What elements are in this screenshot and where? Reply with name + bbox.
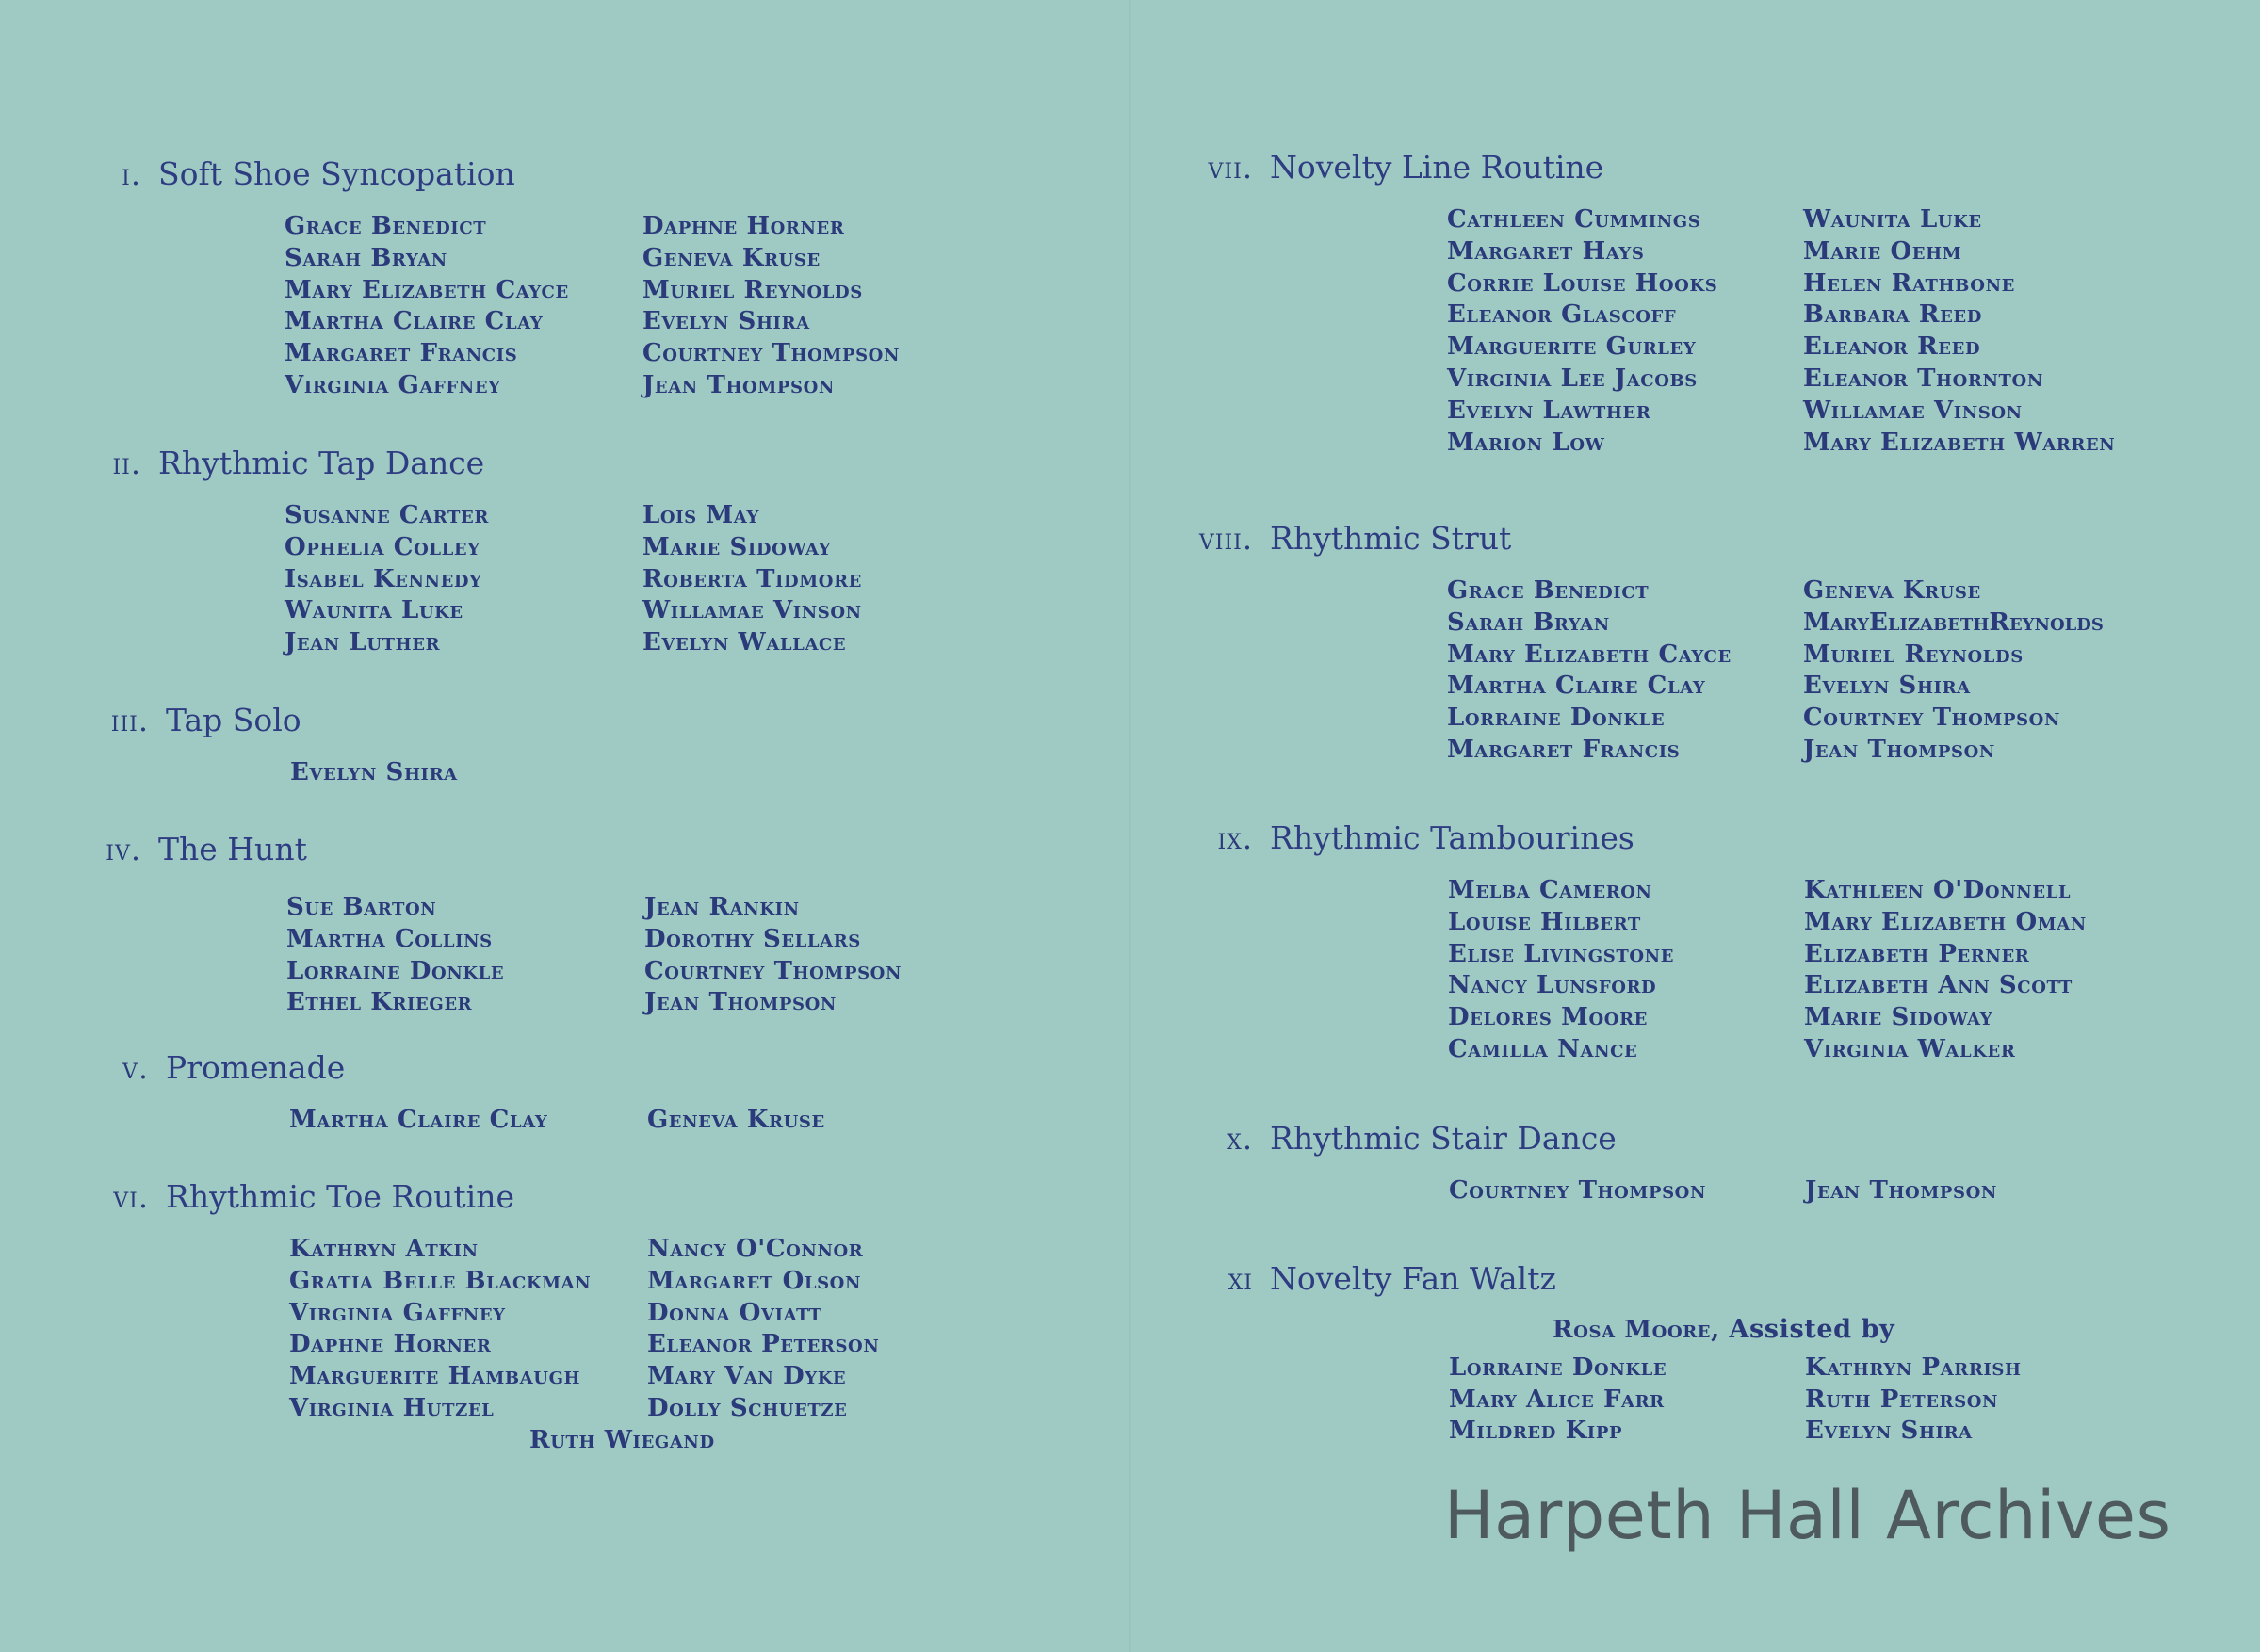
section-numeral: xi	[1228, 1261, 1253, 1297]
section-title: Rhythmic Stair Dance	[1270, 1120, 1617, 1157]
performer-name: Camilla Nance	[1448, 1034, 1638, 1063]
section-title: Soft Shoe Syncopation	[158, 155, 515, 192]
performer-name: Virginia Lee Jacobs	[1447, 364, 1698, 393]
names-column-2	[642, 211, 1000, 402]
performer-name: Louise Hilbert	[1448, 907, 1641, 936]
names-column-1	[289, 1234, 647, 1425]
performer-name: Mildred Kipp	[1449, 1417, 1623, 1446]
names-column-1	[1448, 875, 1804, 1066]
performer-name: Willamae Vinson	[642, 596, 862, 625]
performer-name: Marie Sidoway	[642, 532, 832, 561]
section-numeral: ix.	[1217, 820, 1253, 856]
performer-name: Geneva Kruse	[1803, 576, 1981, 605]
section-1	[75, 155, 1000, 402]
performer-name: Sue Barton	[286, 893, 437, 921]
performer-name: Helen Rathbone	[1803, 268, 2015, 298]
assisted-by-label: Assisted by	[1729, 1315, 1895, 1344]
performer-name: MaryElizabethReynolds	[1803, 607, 2104, 637]
performer-name: Jean Thompson	[644, 988, 837, 1017]
section-title: Promenade	[166, 1049, 346, 1086]
performer-name: Isabel Kennedy	[285, 564, 482, 593]
names-column-1	[1449, 1175, 1805, 1207]
performer-name: Jean Luther	[285, 628, 441, 657]
performer-name: Ruth Peterson	[1805, 1385, 1999, 1414]
performer-name: Waunita Luke	[1803, 205, 1982, 234]
section-title: Rhythmic Tambourines	[1270, 819, 1634, 856]
names-column-1	[1449, 1352, 1805, 1448]
performer-name: Marie Sidoway	[1804, 1003, 1993, 1032]
names-column-2	[1805, 1175, 2163, 1207]
performer-name: Jean Thompson	[1803, 735, 1995, 764]
names-column-2	[1803, 575, 2161, 767]
performer-name: Eleanor Peterson	[647, 1330, 880, 1359]
performer-name: Willamae Vinson	[1803, 396, 2023, 425]
performer-name: Kathryn Parrish	[1805, 1352, 2022, 1382]
performer-name: Eleanor Reed	[1803, 332, 1981, 362]
performer-name: Waunita Luke	[285, 596, 463, 625]
performer-name: Ruth Wiegand	[529, 1425, 715, 1454]
section-9	[1187, 819, 2162, 1066]
lead-performer-line	[1553, 1314, 2163, 1347]
section-title: Novelty Line Routine	[1270, 149, 1604, 186]
performer-name: Ophelia Colley	[285, 532, 480, 561]
performer-name: Eleanor Thornton	[1803, 364, 2043, 393]
section-title: Tap Solo	[166, 702, 301, 738]
section-numeral: vi.	[113, 1179, 149, 1215]
performer-name: Grace Benedict	[285, 212, 487, 240]
performer-name: Lorraine Donkle	[1447, 704, 1666, 733]
performer-name: Muriel Reynolds	[1803, 640, 2024, 669]
performer-name: Mary Elizabeth Warren	[1803, 428, 2116, 457]
performer-name: Mary Elizabeth Cayce	[285, 275, 569, 304]
section-10	[1187, 1120, 2163, 1207]
archive-watermark: Harpeth Hall Archives	[1444, 1477, 2171, 1554]
names-column-1	[289, 1105, 647, 1137]
section-title: Rhythmic Strut	[1270, 520, 1512, 557]
section-6	[83, 1178, 1005, 1457]
performer-name: Courtney Thompson	[642, 339, 901, 368]
performer-name: Martha Claire Clay	[285, 307, 544, 336]
section-4	[75, 831, 1002, 1019]
performer-name: Elizabeth Ann Scott	[1804, 971, 2073, 1000]
performer-name: Dorothy Sellars	[644, 924, 861, 953]
lead-performer-name: Rosa Moore,	[1553, 1316, 1720, 1344]
section-numeral: ii.	[112, 445, 141, 481]
performer-name: Gratia Belle Blackman	[289, 1266, 592, 1295]
performer-name: Grace Benedict	[1447, 576, 1650, 605]
performer-name: Mary Elizabeth Cayce	[1447, 640, 1732, 669]
performer-name: Delores Moore	[1448, 1003, 1648, 1032]
names-column-1	[286, 892, 644, 1019]
performer-name: Susanne Carter	[285, 501, 489, 529]
performer-name: Evelyn Lawther	[1447, 396, 1651, 425]
performer-name: Courtney Thompson	[1449, 1176, 1707, 1205]
performer-name: Virginia Hutzel	[289, 1393, 495, 1422]
performer-name: Evelyn Shira	[290, 758, 458, 786]
performer-name: Jean Rankin	[644, 893, 800, 921]
names-column-2	[644, 892, 1002, 1019]
performer-name: Evelyn Shira	[1803, 672, 1971, 701]
performer-name: Nancy O'Connor	[647, 1235, 864, 1263]
performer-name: Donna Oviatt	[647, 1298, 822, 1327]
names-column-1	[285, 500, 642, 659]
performer-name: Sarah Bryan	[285, 243, 447, 272]
performer-name: Mary Alice Farr	[1449, 1385, 1665, 1414]
section-numeral: i.	[122, 156, 141, 192]
names-column-2	[642, 500, 1000, 659]
performer-name: Evelyn Wallace	[642, 628, 847, 657]
performer-name: Evelyn Shira	[1805, 1417, 1973, 1446]
performer-name: Muriel Reynolds	[642, 275, 863, 304]
performer-name: Elizabeth Perner	[1804, 939, 2030, 968]
performer-name: Virginia Walker	[1804, 1034, 2016, 1063]
performer-name: Geneva Kruse	[642, 243, 821, 272]
names-column-1	[1447, 575, 1803, 767]
section-numeral: v.	[122, 1050, 149, 1086]
section-numeral: iv.	[106, 832, 141, 867]
performer-name: Melba Cameron	[1448, 876, 1652, 904]
performer-name: Margaret Francis	[1447, 735, 1681, 764]
section-11	[1187, 1260, 2163, 1448]
performer-name: Lois May	[642, 501, 759, 529]
performer-name: Daphne Horner	[289, 1330, 492, 1359]
section-title: Rhythmic Tap Dance	[158, 445, 485, 481]
performer-name: Mary Van Dyke	[647, 1362, 847, 1391]
section-numeral: viii.	[1198, 521, 1253, 557]
names-column-1	[1447, 204, 1803, 459]
performer-name: Margaret Hays	[1447, 236, 1645, 266]
performer-name: Elise Livingstone	[1448, 939, 1675, 968]
performer-name: Virginia Gaffney	[285, 370, 501, 399]
performer-name: Margaret Francis	[285, 339, 518, 368]
section-numeral: iii.	[110, 703, 149, 738]
names-column-2	[647, 1234, 1005, 1425]
performer-name: Lorraine Donkle	[286, 956, 505, 985]
performer-name: Geneva Kruse	[647, 1106, 825, 1134]
performer-name: Martha Collins	[286, 924, 493, 953]
performer-name: Marguerite Gurley	[1447, 332, 1697, 362]
section-title: The Hunt	[158, 831, 307, 867]
section-8	[1187, 520, 2161, 767]
performer-name: Barbara Reed	[1803, 300, 1982, 330]
performer-name: Roberta Tidmore	[642, 564, 862, 593]
names-column-2	[1805, 1352, 2163, 1448]
performer-name: Cathleen Cummings	[1447, 205, 1701, 234]
section-7	[1187, 149, 2161, 459]
performer-name: Martha Claire Clay	[1447, 672, 1706, 701]
performer-name: Corrie Louise Hooks	[1447, 268, 1718, 298]
performer-name: Kathryn Atkin	[289, 1235, 479, 1263]
performer-name: Evelyn Shira	[642, 307, 810, 336]
performer-name: Nancy Lunsford	[1448, 971, 1657, 1000]
performer-name: Eleanor Glascoff	[1447, 300, 1677, 330]
performer-name: Lorraine Donkle	[1449, 1352, 1667, 1382]
names-column-2	[647, 1105, 1005, 1137]
right-page	[1130, 0, 2260, 1652]
performer-name: Margaret Olson	[647, 1266, 862, 1295]
performer-name: Dolly Schuetze	[647, 1393, 848, 1422]
performer-name: Marguerite Hambaugh	[289, 1362, 581, 1391]
names-column-2	[1803, 204, 2161, 459]
section-title: Novelty Fan Waltz	[1270, 1260, 1556, 1297]
section-5	[83, 1049, 1005, 1137]
section-numeral: x.	[1227, 1121, 1253, 1157]
performer-name: Kathleen O'Donnell	[1804, 876, 2072, 904]
names-column-1	[285, 211, 642, 402]
performer-name: Jean Thompson	[642, 370, 835, 399]
performer-name: Marie Oehm	[1803, 236, 1962, 266]
section-title: Rhythmic Toe Routine	[166, 1178, 514, 1215]
performer-name: Jean Thompson	[1805, 1176, 1997, 1205]
performer-name: Martha Claire Clay	[289, 1106, 548, 1134]
section-numeral: vii.	[1208, 150, 1253, 186]
section-3	[83, 702, 458, 789]
performer-name: Virginia Gaffney	[289, 1298, 506, 1327]
performer-name: Courtney Thompson	[1803, 704, 2061, 733]
performer-name: Daphne Horner	[642, 212, 845, 240]
performer-name: Mary Elizabeth Oman	[1804, 907, 2087, 936]
section-2	[75, 445, 1000, 659]
performer-name: Sarah Bryan	[1447, 607, 1610, 637]
performer-name: Courtney Thompson	[644, 956, 902, 985]
performer-name: Marion Low	[1447, 428, 1605, 457]
names-column-2	[1804, 875, 2162, 1066]
performer-name: Ethel Krieger	[286, 988, 473, 1017]
